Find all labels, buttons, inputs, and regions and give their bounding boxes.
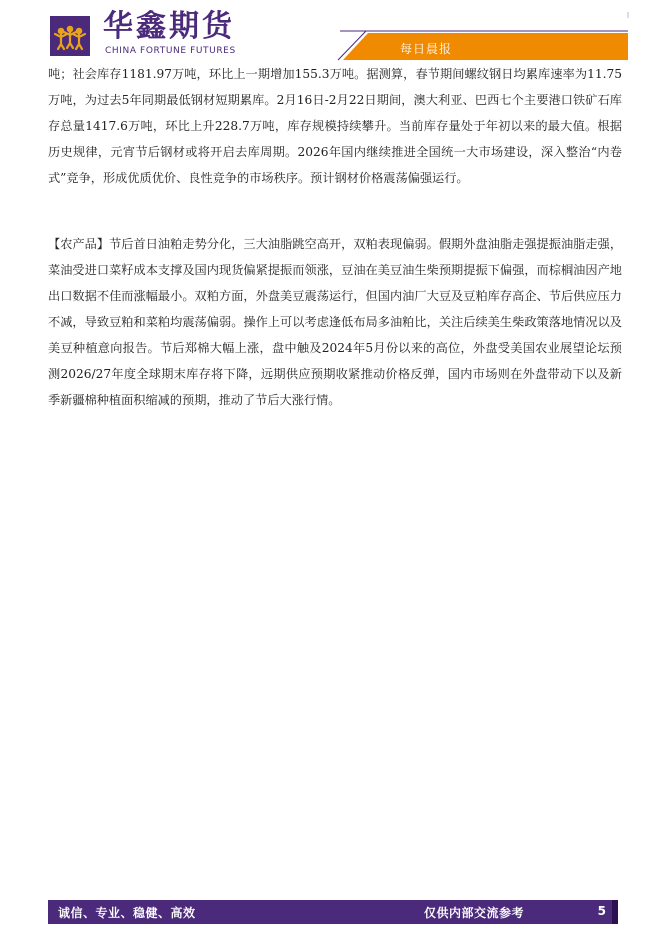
logo-figures-icon <box>50 16 90 56</box>
paragraph-body: 节后首日油粕走势分化，三大油脂跳空高开，双粕表现偏弱。假期外盘油脂走强提振油脂走强，菜油受进口菜籽成本支撑及国内现货偏紧提振而领涨，豆油在美豆油生柴预期提振下偏强，而棕榈油因产地出口数据不佳而涨幅最小。双粕方面，外盘美豆震荡运行，但国内油厂大豆及豆粕库存高企、节后供应压力不减，导致豆粕和菜粕均震荡偏弱。操作上可以考虑逢低布局多油粕比，关注后续美生柴政策落地情况以及美豆种植意向报告。节后郑棉大幅上涨，盘中触及2024年5月份以来的高位，外盘受美国农业展望论坛预测2026/27年度全球期末库存将下降，远期供应预期收紧推动价格反弹，国内市场则在外盘带动下以及新季新疆棉种植面积缩减的预期，推动了节后大涨行情。 <box>48 237 623 407</box>
page-header <box>0 0 662 70</box>
paragraph-agriculture <box>48 231 622 413</box>
report-type-label: 每日晨报 <box>400 42 453 56</box>
logo-chinese-name: 华鑫期货 <box>103 9 235 44</box>
page-footer <box>48 900 612 924</box>
paragraph-body: 吨；社会库存1181.97万吨，环比上一期增加155.3万吨。据测算，春节期间螺纹钢日均累库速率为11.75万吨，为过去5年同期最低钢材短期累库。2月16日-2月22日期间，澳大利亚、巴西七个主要港口铁矿石库存总量1417.6万吨，环比上升228.7万吨，库存规模持续攀升。当前库存量处于年初以来的最大值。根据历史规律，元宵节后钢材或将开启去库周期。2026年国内继续推进全国统一大市场建设，深入整治“内卷式”竞争，形成优质优价、良性竞争的市场秩序。预计钢材价格震荡偏强运行。 <box>48 67 622 185</box>
page-number: 5 <box>597 904 606 918</box>
paragraph-text <box>48 231 622 413</box>
footer-slogan: 诚信、专业、稳健、高效 <box>58 906 196 920</box>
paragraph-lead: 【农产品】 <box>48 237 110 251</box>
footer-end-block <box>612 900 618 924</box>
footer-notice: 仅供内部交流参考 <box>424 906 525 920</box>
logo-english-name: CHINA FORTUNE FUTURES <box>105 46 236 56</box>
header-banner <box>0 0 662 70</box>
paragraph-text <box>48 61 622 191</box>
paragraph-steel-continued <box>48 61 622 191</box>
company-logo <box>50 16 90 56</box>
